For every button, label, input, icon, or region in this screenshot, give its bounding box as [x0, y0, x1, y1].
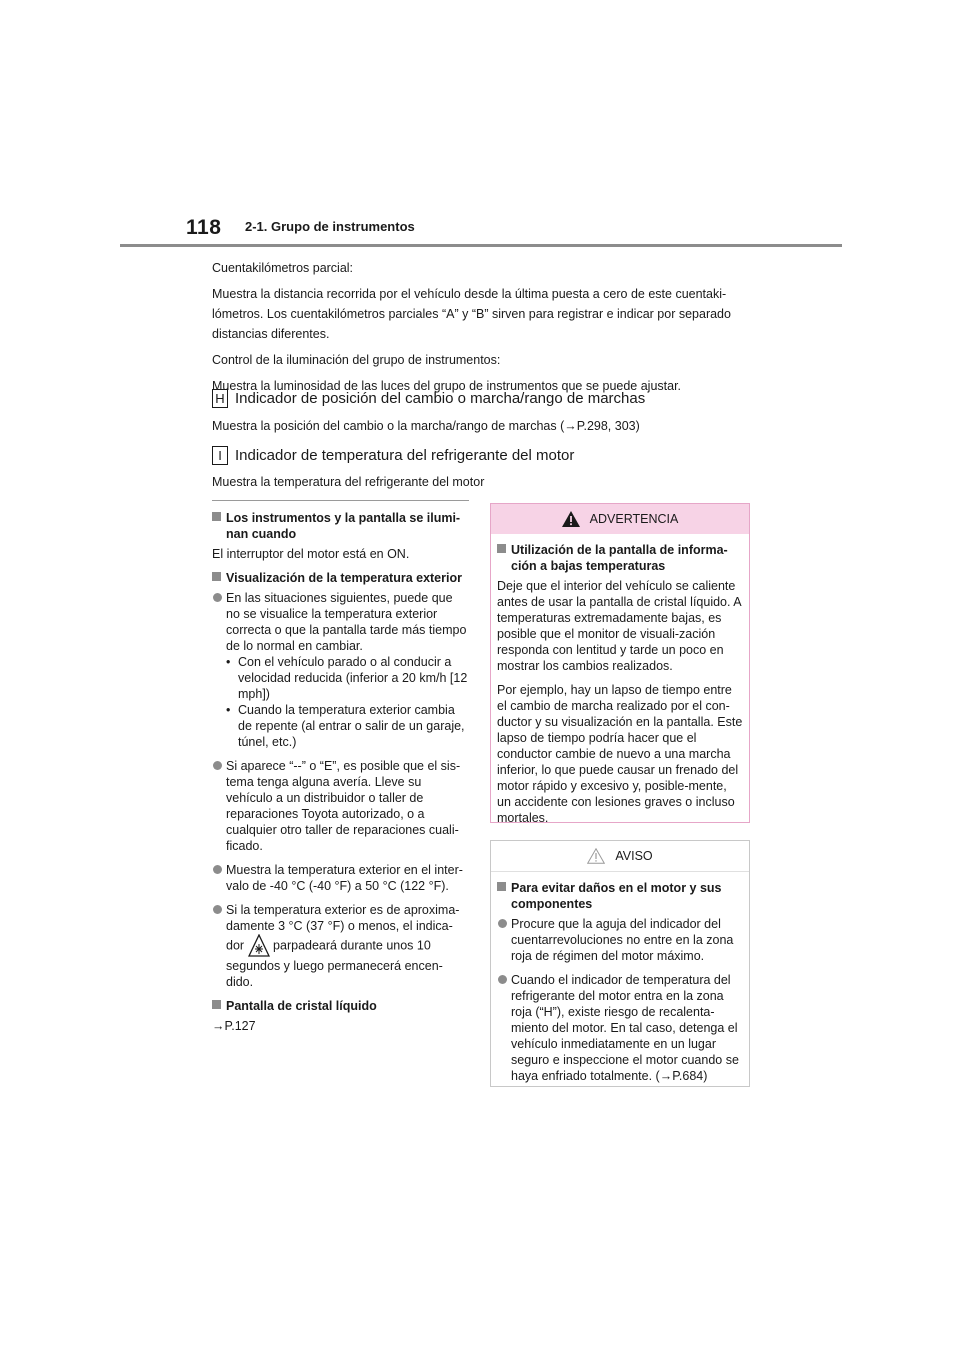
warning-heading — [497, 542, 743, 574]
notice-heading-text: Para evitar daños en el motor y sus componentes — [511, 881, 722, 911]
section-h-desc: Muestra la posición del cambio o la marcha/rango de marchas (→P.298, 303) — [212, 419, 640, 433]
warning-box — [490, 503, 750, 823]
section-i-desc: Muestra la temperatura del refrigerante del motor — [212, 475, 485, 489]
warning-header — [491, 504, 749, 534]
heading-outside-temp — [212, 570, 469, 586]
notice-bullet — [497, 972, 743, 1084]
chapter-title: 2-1. Grupo de instrumentos — [245, 219, 415, 234]
sub-item-text: Cuando la temperatura exterior cambia de repente (al entrar o salir de un garaje, túnel, etc.) — [238, 703, 465, 749]
notice-heading — [497, 880, 743, 912]
notice-header — [491, 841, 749, 872]
intro-p4: Muestra la luminosidad de las luces del grupo de instrumentos que se puede ajustar. — [212, 379, 682, 393]
notice-bullet — [497, 916, 743, 964]
intro-p2: Muestra la distancia recorrida por el vehículo desde la última puesta a cero de este cuentaki-lómetros. Los cuentakilómetros parciales “A” y “B” sirven para registrar e indicar por separado distancias diferentes. — [212, 287, 731, 341]
notice-title: AVISO — [615, 849, 653, 863]
sub-item: • Cuando la temperatura exterior cambia de repente (al entrar o salir de un garaje, túnel, etc.) — [226, 703, 465, 749]
section-i-heading — [212, 446, 574, 465]
notice-body — [491, 872, 749, 1084]
bullet-text: Si aparece “--” o “E”, es posible que el sis-tema tenga alguna avería. Lleve su vehículo a un distribuidor o taller de reparaciones Toyota autorizado, o a cualquier otro taller de reparaciones cuali-ficado. — [226, 759, 461, 853]
caution-triangle-icon — [587, 848, 605, 864]
section-h-letter: H — [212, 389, 228, 408]
warning-body — [491, 534, 749, 826]
intro-p1: Cuentakilómetros parcial: — [212, 261, 354, 275]
heading-illumination-text: Los instrumentos y la pantalla se ilumi-nan cuando — [226, 511, 461, 541]
intro-text — [212, 258, 757, 402]
circle-bullet-icon — [213, 905, 222, 914]
square-bullet-icon — [497, 544, 506, 553]
left-column — [212, 510, 469, 1042]
circle-bullet-icon — [213, 865, 222, 874]
circle-bullet-icon — [498, 919, 507, 928]
page-reference: →P.127 — [212, 1019, 256, 1033]
bullet-text: Si la temperatura exterior es de aproxima-damente 3 °C (37 °F) o menos, el indica-dor — [226, 903, 460, 953]
circle-bullet-icon — [213, 593, 222, 602]
sub-item-text: Con el vehículo parado o al conducir a velocidad reducida (inferior a 20 km/h [12 mph]) — [238, 655, 468, 701]
square-bullet-icon — [212, 1000, 221, 1009]
heading-lcd-text: Pantalla de cristal líquido — [226, 999, 377, 1013]
bullet-text: Muestra la temperatura exterior en el inter-valo de -40 °C (-40 °F) a 50 °C (122 °F). — [226, 863, 463, 893]
warning-title: ADVERTENCIA — [589, 512, 679, 526]
bullet-item — [212, 902, 469, 990]
notice-bullet-text: Procure que la aguja del indicador del cuentarrevoluciones no entre en la zona roja de régimen del motor máximo. — [511, 917, 734, 963]
warning-heading-text: Utilización de la pantalla de informa-ción a bajas temperaturas — [511, 543, 728, 573]
square-bullet-icon — [212, 512, 221, 521]
section-h-heading — [212, 389, 645, 408]
bullet-item — [212, 758, 469, 854]
column-rule — [212, 500, 469, 501]
ignition-text: El interruptor del motor está en ON. — [212, 547, 410, 561]
notice-box — [490, 840, 750, 1087]
circle-bullet-icon — [213, 761, 222, 770]
circle-bullet-icon — [498, 975, 507, 984]
bullet-item — [212, 862, 469, 894]
header-rule — [120, 244, 842, 247]
sub-item: • Con el vehículo parado o al conducir a velocidad reducida (inferior a 20 km/h [12 mph]) — [226, 655, 468, 701]
notice-bullet-text: Cuando el indicador de temperatura del refrigerante del motor entra en la zona roja (“H”), existe riesgo de recalenta-miento del motor. En tal caso, detenga el vehículo inmediatamente en un lugar seguro e inspeccione el motor cuando se haya enfriado totalmente. (→P.684) — [511, 973, 739, 1083]
warning-triangle-icon — [562, 511, 580, 527]
bullet-item — [212, 590, 469, 750]
square-bullet-icon — [212, 572, 221, 581]
heading-outside-temp-text: Visualización de la temperatura exterior — [226, 571, 462, 585]
warning-p1: Deje que el interior del vehículo se caliente antes de usar la pantalla de cristal líquido. A temperaturas extremadamente bajas, es posible que el monitor de visuali-zación responda con lentitud y tarde un poco en mostrar los cambios realizados. — [497, 579, 741, 673]
heading-illumination — [212, 510, 469, 542]
heading-lcd — [212, 998, 469, 1014]
page-number: 118 — [186, 216, 222, 239]
bullet-text: En las situaciones siguientes, puede que no se visualice la temperatura exterior correcta o que la pantalla tarde más tiempo de lo normal en cambiar. — [226, 591, 467, 653]
intro-p3: Control de la iluminación del grupo de instrumentos: — [212, 353, 501, 367]
section-i-title: Indicador de temperatura del refrigerante del motor — [235, 447, 575, 464]
ice-warning-icon — [248, 934, 270, 958]
section-h-title: Indicador de posición del cambio o marcha/rango de marchas — [235, 390, 646, 407]
bullet-text: parpadeará durante unos 10 segundos y luego permanecerá encen-dido. — [226, 938, 443, 989]
square-bullet-icon — [497, 882, 506, 891]
warning-p2: Por ejemplo, hay un lapso de tiempo entre el cambio de marcha realizado por el con-ductor y su visualización en la pantalla. Este lapso de tiempo podría hacer que el conductor cambie de nuevo a una marcha inferior, lo que puede causar un frenado del motor rápido y excesivo y, posible-mente, un accidente con lesiones graves o incluso mortales. — [497, 683, 743, 825]
section-i-letter: I — [212, 446, 228, 465]
